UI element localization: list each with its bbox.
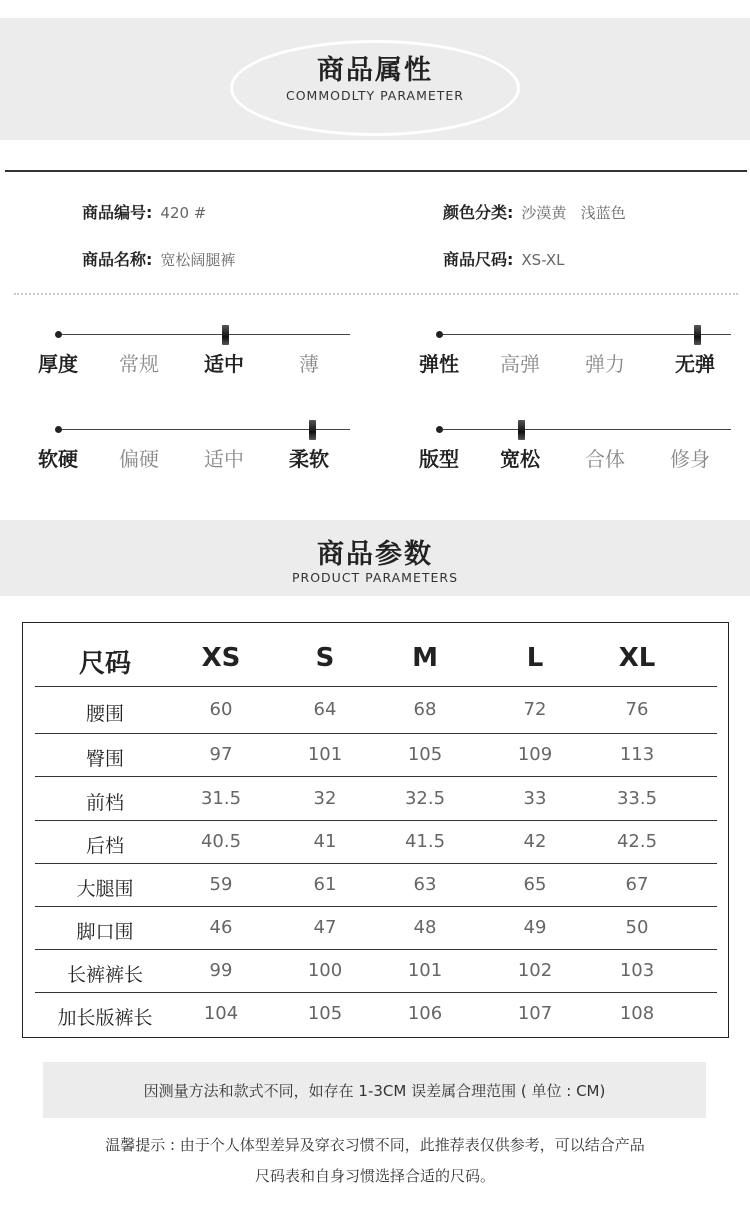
table-divider (35, 733, 717, 734)
table-cell: 49 (523, 917, 547, 938)
attribute-option: 偏硬 (119, 447, 159, 471)
size-table (22, 622, 729, 1038)
parameters-title: 商品参数 (317, 539, 433, 570)
attribute-indicator (694, 325, 701, 345)
divider-dotted (14, 293, 738, 295)
tip-line-1: 温馨提示 : 由于个人体型差异及穿衣习惯不同，此推荐表仅供参考，可以结合产品 (105, 1136, 645, 1154)
table-cell: 61 (313, 874, 337, 895)
attribute-softness (38, 417, 368, 477)
table-divider (35, 992, 717, 993)
table-header-cell: M (412, 643, 438, 673)
table-row-label: 臀围 (85, 748, 124, 770)
parameters-header (0, 520, 750, 596)
divider-solid (5, 170, 747, 172)
attribute-indicator (222, 325, 229, 345)
attribute-title: 软硬 (38, 447, 78, 471)
table-cell: 33.5 (616, 788, 658, 809)
table-divider (35, 820, 717, 821)
track-start-dot (55, 426, 62, 433)
table-cell: 33 (523, 788, 547, 809)
table-divider (35, 686, 717, 687)
table-cell: 105 (307, 1003, 343, 1024)
attributes-title: 商品属性 (317, 55, 433, 86)
attribute-option: 适中 (204, 447, 244, 471)
table-divider (35, 949, 717, 950)
table-cell: 103 (619, 960, 655, 981)
parameters-subtitle: PRODUCT PARAMETERS (291, 570, 459, 585)
table-cell: 64 (313, 699, 337, 720)
attribute-title: 版型 (419, 447, 459, 471)
attribute-option: 合体 (585, 447, 625, 471)
info-key: 商品名称: (82, 250, 153, 269)
table-cell: 105 (407, 744, 443, 765)
attribute-option-selected: 柔软 (289, 447, 329, 471)
info-key: 颜色分类: (443, 203, 514, 222)
table-cell: 99 (209, 960, 233, 981)
info-value: 沙漠黄 浅蓝色 (521, 204, 626, 222)
info-value: 宽松阔腿裤 (160, 251, 236, 269)
table-row-label: 加长版裤长 (57, 1007, 153, 1029)
attribute-option: 高弹 (500, 352, 540, 376)
table-cell: 31.5 (200, 788, 242, 809)
table-cell: 72 (523, 699, 547, 720)
table-divider (35, 776, 717, 777)
attribute-track (439, 334, 731, 335)
table-cell: 60 (209, 699, 233, 720)
table-cell: 32 (313, 788, 337, 809)
attribute-title: 弹性 (419, 352, 459, 376)
attribute-option-selected: 无弹 (675, 352, 715, 376)
table-row-label: 腰围 (85, 703, 124, 725)
info-item-sku (82, 200, 206, 223)
attribute-elasticity (419, 322, 749, 382)
table-cell: 47 (313, 917, 337, 938)
attribute-option: 常规 (119, 352, 159, 376)
attribute-indicator (518, 420, 525, 440)
table-cell: 101 (307, 744, 343, 765)
table-cell: 100 (307, 960, 343, 981)
measurement-note-text: 因测量方法和款式不同，如存在 1-3CM 误差属合理范围 ( 单位 : CM) (143, 1082, 606, 1100)
table-cell: 97 (209, 744, 233, 765)
table-cell: 107 (517, 1003, 553, 1024)
attributes-subtitle: COMMODLTY PARAMETER (285, 88, 464, 103)
table-row-label: 大腿围 (76, 878, 134, 900)
table-cell: 50 (625, 917, 649, 938)
table-header-cell: XS (201, 643, 241, 673)
table-cell: 46 (209, 917, 233, 938)
attribute-option: 修身 (670, 447, 710, 471)
table-cell: 42 (523, 831, 547, 852)
attribute-option-selected: 适中 (204, 352, 244, 376)
table-cell: 106 (407, 1003, 443, 1024)
table-cell: 113 (619, 744, 655, 765)
info-item-size (443, 247, 565, 270)
table-cell: 42.5 (616, 831, 658, 852)
table-cell: 32.5 (404, 788, 446, 809)
attribute-thickness (38, 322, 368, 382)
table-row-label: 前档 (85, 792, 124, 814)
table-header-cell: 尺码 (78, 649, 131, 679)
attribute-option: 弹力 (585, 352, 625, 376)
info-item-color (443, 200, 626, 223)
tip-line-2: 尺码表和自身习惯选择合适的尺码。 (254, 1167, 495, 1185)
table-cell: 63 (413, 874, 437, 895)
table-header-cell: XL (618, 643, 656, 673)
info-item-name (82, 247, 235, 270)
track-start-dot (55, 331, 62, 338)
info-value: 420 # (160, 204, 207, 222)
info-key: 商品编号: (82, 203, 153, 222)
table-header-cell: S (315, 643, 335, 673)
track-start-dot (436, 331, 443, 338)
table-cell: 59 (209, 874, 233, 895)
table-cell: 104 (203, 1003, 239, 1024)
table-cell: 41.5 (404, 831, 446, 852)
table-cell: 67 (625, 874, 649, 895)
table-cell: 102 (517, 960, 553, 981)
table-row-label: 后档 (85, 835, 124, 857)
measurement-note (43, 1062, 706, 1118)
attribute-track (58, 334, 350, 335)
attribute-title: 厚度 (38, 352, 78, 376)
table-cell: 109 (517, 744, 553, 765)
table-cell: 101 (407, 960, 443, 981)
attribute-option: 薄 (299, 352, 319, 376)
table-divider (35, 906, 717, 907)
attribute-track (58, 429, 350, 430)
attributes-header (0, 18, 750, 140)
table-divider (35, 863, 717, 864)
table-cell: 65 (523, 874, 547, 895)
table-row-label: 长裤裤长 (66, 964, 143, 986)
table-cell: 68 (413, 699, 437, 720)
table-row-label: 脚口围 (76, 921, 134, 943)
table-cell: 40.5 (200, 831, 242, 852)
attribute-fit (419, 417, 749, 477)
table-cell: 48 (413, 917, 437, 938)
table-cell: 76 (625, 699, 649, 720)
table-cell: 41 (313, 831, 337, 852)
info-value: XS-XL (521, 251, 565, 269)
attribute-indicator (309, 420, 316, 440)
track-start-dot (436, 426, 443, 433)
attribute-option-selected: 宽松 (500, 447, 540, 471)
table-cell: 108 (619, 1003, 655, 1024)
attribute-track (439, 429, 731, 430)
table-header-cell: L (526, 643, 544, 673)
info-key: 商品尺码: (443, 250, 514, 269)
